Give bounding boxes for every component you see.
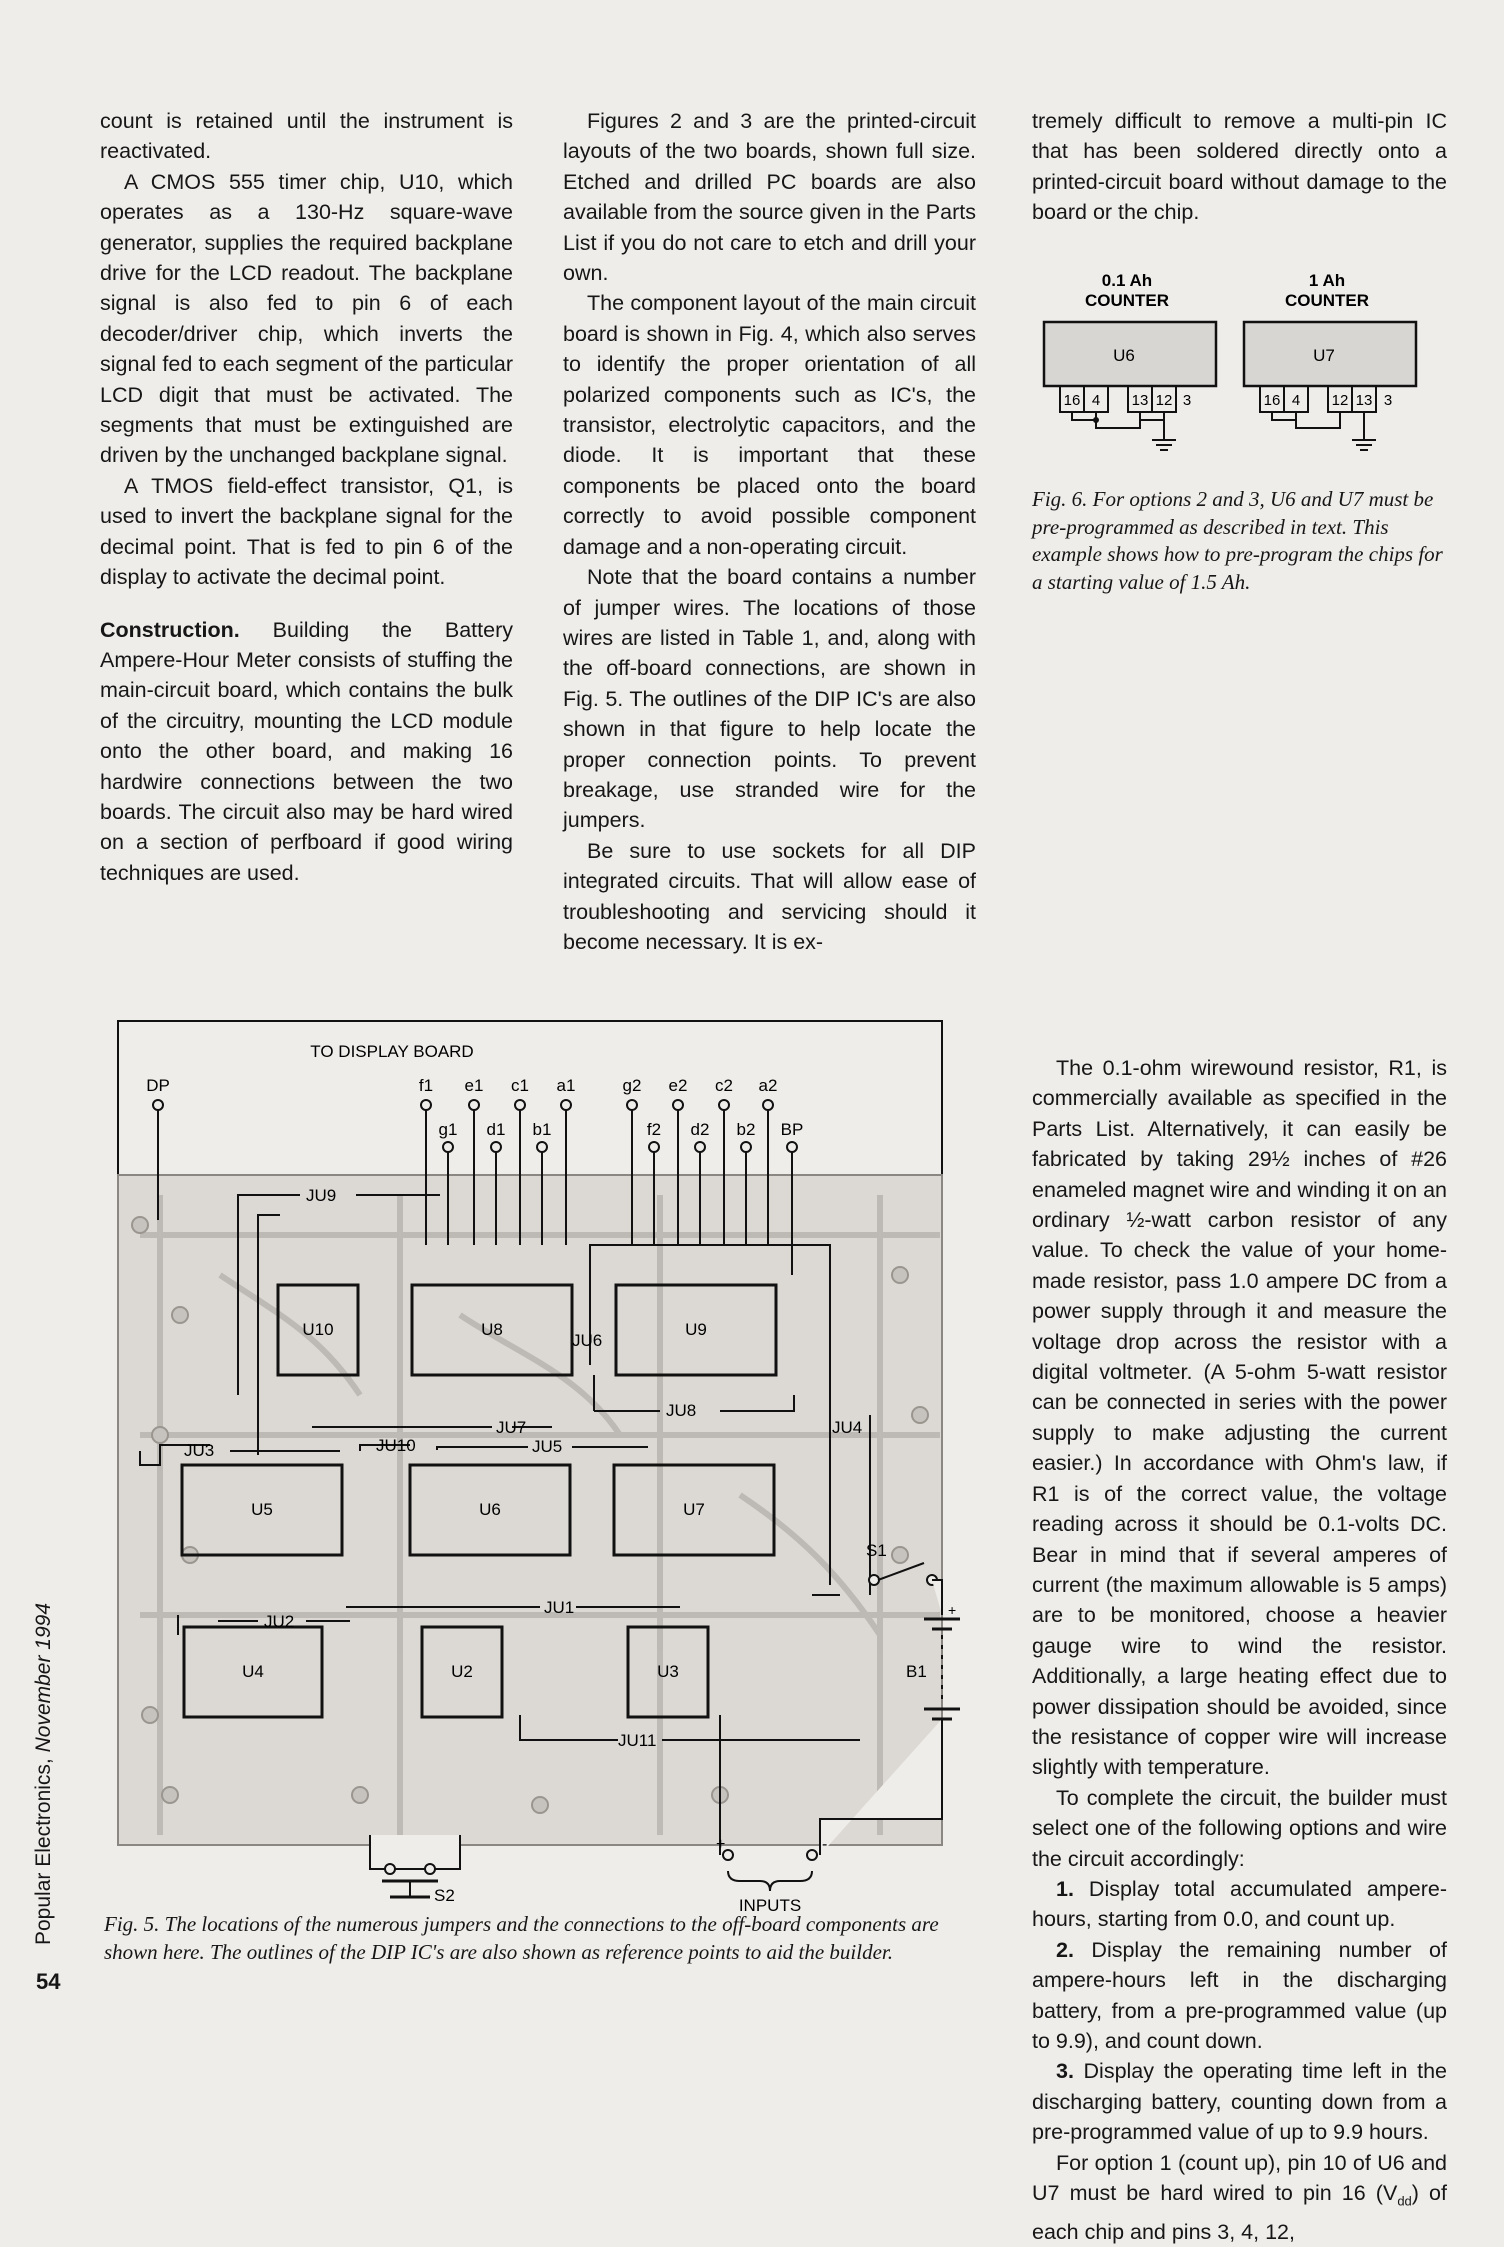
option-number: 2. bbox=[1056, 1937, 1074, 1962]
terminal-label: a2 bbox=[758, 1076, 778, 1095]
fig6-right-title1: 1 Ah bbox=[1308, 271, 1346, 290]
terminal-label: g2 bbox=[622, 1076, 642, 1095]
fig6-right-pin: 3 bbox=[1383, 392, 1393, 409]
to-display-board-label: TO DISPLAY BOARD bbox=[310, 1042, 474, 1061]
jumper-label: JU6 bbox=[572, 1331, 603, 1350]
chip-label: U6 bbox=[479, 1500, 501, 1519]
fig6-chip-u7-label: U7 bbox=[1313, 346, 1335, 365]
text: For option 1 (count up), pin 10 of U6 and U7 must be hard wired to pin 16 (V bbox=[1032, 2150, 1447, 2206]
fig6-left-title2: COUNTER bbox=[1084, 291, 1170, 310]
chip-label: U4 bbox=[242, 1662, 264, 1681]
terminal-label: e1 bbox=[464, 1076, 484, 1095]
paragraph: A TMOS field-effect transistor, Q1, is used to invert the backplane signal for the decimal point. That is fed to pin 6 of the display to activate the decimal point. bbox=[100, 473, 513, 590]
text-column-2 bbox=[563, 106, 976, 957]
option-3 bbox=[1032, 2056, 1447, 2147]
terminal-label: d1 bbox=[486, 1120, 506, 1139]
terminal-label: c1 bbox=[511, 1076, 529, 1095]
option-2 bbox=[1032, 1935, 1447, 2057]
battery-plus: + bbox=[948, 1602, 957, 1618]
fig6-left-pin: 16 bbox=[1063, 392, 1081, 409]
paragraph: tremely difficult to remove a multi-pin IC that has been soldered directly onto a printed-circuit board without damage to the board or the chip. bbox=[1032, 109, 1447, 225]
fig6-left-pin: 3 bbox=[1182, 392, 1192, 409]
paragraph-body: Building the Battery Ampere-Hour Meter consists of stuffing the main-circuit board, which contains the bulk of the circuitry, mounting the LCD module onto the other board, and making 16 hardwire connections between the two boards. The circuit also may be hard wired on a section of perfboard if good wiring techniques are used. bbox=[100, 617, 513, 885]
pcb-background bbox=[118, 1175, 942, 1845]
terminal-label: c2 bbox=[715, 1076, 733, 1095]
terminal-label: BP bbox=[780, 1120, 804, 1139]
magazine-running-footer bbox=[32, 1603, 56, 1945]
input-plus: + bbox=[716, 1836, 726, 1853]
terminal-label: d2 bbox=[690, 1120, 710, 1139]
jumper-label: JU2 bbox=[264, 1612, 295, 1631]
figure-6-diagram bbox=[1032, 270, 1452, 470]
paragraph: Figures 2 and 3 are the printed-circuit layouts of the two boards, shown full size. Etched and drilled PC boards are also available from the source given in the Parts List if you do not care to etch and drill your own. bbox=[563, 109, 976, 286]
fig6-right-pin: 4 bbox=[1291, 392, 1301, 409]
chip-label: U9 bbox=[685, 1320, 707, 1339]
text-column-3-bottom bbox=[1032, 1053, 1447, 2247]
chip-label: U2 bbox=[451, 1662, 473, 1681]
option-1 bbox=[1032, 1874, 1447, 1935]
option-number: 3. bbox=[1056, 2059, 1074, 2084]
chip-label: U10 bbox=[302, 1320, 334, 1339]
switch-s2-label: S2 bbox=[434, 1886, 455, 1905]
paragraph: count is retained until the instrument is reactivated. bbox=[100, 109, 513, 164]
paragraph-construction bbox=[100, 615, 513, 889]
battery-label: B1 bbox=[906, 1662, 927, 1681]
terminal-label: b1 bbox=[532, 1120, 552, 1139]
chip-label: U7 bbox=[683, 1500, 705, 1519]
fig6-left-pin: 12 bbox=[1155, 392, 1173, 409]
option-text: Display the operating time left in the discharging battery, counting down from a pre-programmed value of up to 9.9 hours. bbox=[1032, 2059, 1447, 2145]
chip-label: U8 bbox=[481, 1320, 503, 1339]
fig6-right-pin: 13 bbox=[1355, 392, 1373, 409]
terminal-label: b2 bbox=[736, 1120, 756, 1139]
fig6-right-pin: 12 bbox=[1331, 392, 1349, 409]
option-number: 1. bbox=[1056, 1876, 1074, 1901]
text-column-3-top bbox=[1032, 106, 1447, 228]
terminal-label: f2 bbox=[646, 1120, 662, 1139]
section-heading: Construction. bbox=[100, 617, 240, 642]
paragraph bbox=[1032, 2148, 1447, 2247]
fig6-right-title2: COUNTER bbox=[1284, 291, 1370, 310]
jumper-label: JU8 bbox=[666, 1401, 697, 1420]
paragraph: To complete the circuit, the builder must select one of the following options and wire the circuit accordingly: bbox=[1032, 1785, 1447, 1871]
option-text: Display total accumulated ampere-hours, starting from 0.0, and count up. bbox=[1032, 1876, 1447, 1932]
page-number: 54 bbox=[36, 1969, 61, 1994]
figure-6-caption: Fig. 6. For options 2 and 3, U6 and U7 must be pre-programmed as described in text. This example shows how to pre-program the chips for a starting value of 1.5 Ah. bbox=[1032, 487, 1443, 594]
fig6-left-pin: 13 bbox=[1131, 392, 1149, 409]
display-connector-frame bbox=[118, 1021, 942, 1191]
inputs-label: INPUTS bbox=[738, 1896, 802, 1915]
jumper-label: JU5 bbox=[532, 1437, 563, 1456]
text-column-1 bbox=[100, 106, 513, 888]
terminal-label: g1 bbox=[438, 1120, 458, 1139]
chip-label: U3 bbox=[657, 1662, 679, 1681]
jumper-label: JU10 bbox=[376, 1436, 416, 1455]
fig6-right-pin: 16 bbox=[1263, 392, 1281, 409]
fig6-chip-u6-label: U6 bbox=[1113, 346, 1135, 365]
terminal-label: a1 bbox=[556, 1076, 576, 1095]
jumper-label: JU7 bbox=[496, 1418, 527, 1437]
text: ) of each chip and pins 3, 4, 12, bbox=[1032, 2181, 1447, 2244]
jumper-label: JU1 bbox=[544, 1598, 575, 1617]
figure-5-caption: Fig. 5. The locations of the numerous jumpers and the connections to the off-board components are shown here. The outlines of the DIP IC's are also shown as reference points to aid the builder. bbox=[104, 1912, 939, 1964]
magazine-name: Popular Electronics, bbox=[32, 1758, 55, 1945]
terminal-label: e2 bbox=[668, 1076, 688, 1095]
option-text: Display the remaining number of ampere-hours left in the discharging battery, from a pre-programmed value (up to 9.9), and count down. bbox=[1032, 1937, 1447, 2053]
chip-label: U5 bbox=[251, 1500, 273, 1519]
jumper-label: JU9 bbox=[306, 1186, 337, 1205]
jumper-label: JU11 bbox=[618, 1731, 657, 1750]
terminal-label: DP bbox=[146, 1076, 170, 1095]
switch-s1-label: S1 bbox=[866, 1541, 887, 1560]
fig6-left-pin: 4 bbox=[1091, 392, 1101, 409]
jumper-label: JU3 bbox=[184, 1441, 215, 1460]
paragraph: Be sure to use sockets for all DIP integrated circuits. That will allow ease of troubleshooting and servicing should it become necessary. It is ex- bbox=[563, 838, 976, 954]
paragraph: Note that the board contains a number of jumper wires. The locations of those wires are listed in Table 1, and, along with the off-board connections, are shown in Fig. 5. The outlines of the DIP IC's are also shown in that figure to help locate the proper connection points. To prevent breakage, use stranded wire for the jumpers. bbox=[563, 565, 976, 833]
subscript: dd bbox=[1397, 2193, 1412, 2209]
figure-5-diagram bbox=[100, 1015, 980, 1915]
issue-date: November 1994 bbox=[32, 1602, 55, 1759]
input-minus: - bbox=[822, 1836, 828, 1853]
jumper-label: JU4 bbox=[832, 1418, 863, 1437]
terminal-label: f1 bbox=[418, 1076, 434, 1095]
fig6-left-title1: 0.1 Ah bbox=[1101, 271, 1153, 290]
paragraph: A CMOS 555 timer chip, U10, which operates as a 130-Hz square-wave generator, supplies the required backplane drive for the LCD readout. The backplane signal is also fed to pin 6 of each decoder/driver chip, which inverts the signal fed to each segment of the particular LCD digit that must be activated. The segments that must be extinguished are driven by the unchanged backplane signal. bbox=[100, 169, 513, 468]
paragraph: The component layout of the main circuit board is shown in Fig. 4, which also serves to identify the proper orientation of all polarized components such as IC's, the transistor, electrolytic capacitors, and the diode. It is important that these components be placed onto the board correctly to avoid possible component damage and a non-operating circuit. bbox=[563, 291, 976, 559]
paragraph: The 0.1-ohm wirewound resistor, R1, is commercially available as specified in the Parts List. Alternatively, it can easily be fabricated by taking 29½ inches of #26 enameled magnet wire and winding it on an ordinary ½-watt carbon resistor of any value. To check the value of your home-made resistor, pass 1.0 ampere DC from a power supply through it and measure the voltage drop across the resistor with a digital voltmeter. (A 5-ohm 5-watt resistor can be connected in series with the power supply to make adjusting the current easier.) In accordance with Ohm's law, if R1 is of the correct value, the voltage reading across it should be 0.1-volts DC. Bear in mind that if several amperes of current (the maximum allowable is 5 amps) are to be monitored, choose a heavier gauge wire to wind the resistor. Additionally, a large heating effect due to power dissipation should be avoided, since the resistance of copper wire will increase slightly with temperature. bbox=[1032, 1056, 1447, 1780]
